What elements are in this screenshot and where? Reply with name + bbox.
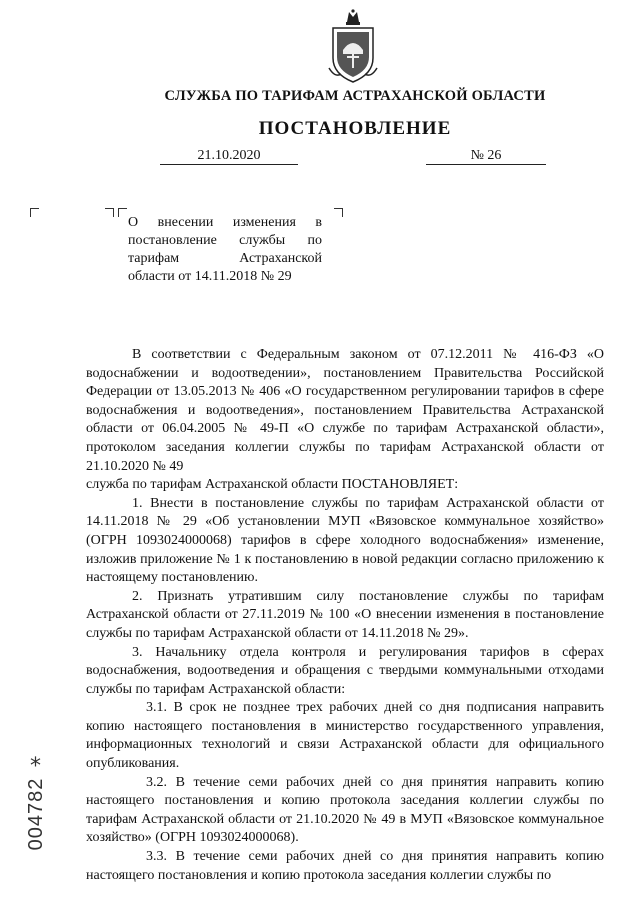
corner-mark [118, 208, 127, 217]
subject-line: О внесении изменения в [128, 215, 322, 230]
clause-3-2: 3.2. В течение семи рабочих дней со дня принятия направить копию настоящего постановления и копию протокола заседания коллегии службы по тарифам Астраханской области от 21.10.2020 № 49 в МУП «Вязовское коммунальное хозяйство» (ОГРН 1093024000068). [86, 774, 604, 846]
subject-line: постановление службы по [128, 233, 322, 248]
corner-mark [105, 208, 114, 217]
document-date: 21.10.2020 [160, 148, 298, 165]
document-type-title: ПОСТАНОВЛЕНИЕ [258, 118, 452, 139]
stamp-serial-number: 004782 [25, 777, 47, 851]
stamp-star-mark: * [30, 754, 41, 779]
clause-2: 2. Признать утратившим силу постановление службы по тарифам Астраханской области от 27.11.2019 № 100 «О внесении изменения в постановление службы по тарифам Астраханской области от 14.11.2018 № 29». [86, 588, 604, 641]
resolves-line: служба по тарифам Астраханской области ПОСТАНОВЛЯЕТ: [86, 477, 459, 493]
document-number: № 26 [426, 148, 546, 165]
clause-3-1: 3.1. В срок не позднее трех рабочих дней со дня подписания направить копию настоящего постановления в министерство государственного управления, информационных технологий и связи Астраханской области для официального опубликования. [86, 700, 604, 772]
corner-mark [30, 208, 39, 217]
clause-1: 1. Внести в постановление службы по тарифам Астраханской области от 14.11.2018 № 29 «Об установлении МУП «Вязовское коммунальное хозяйство» (ОГРН 1093024000068) тарифов в сфере холодного водоснабжения» изменение, изложив приложение № 1 к постановлению в новой редакции согласно приложению к настоящему постановлению. [86, 495, 604, 586]
clause-3-3: 3.3. В течение семи рабочих дней со дня принятия направить копию настоящего постановления и копию протокола заседания коллегии службы по [86, 849, 604, 883]
document-body [86, 346, 604, 885]
subject-line: тарифам Астраханской [128, 251, 322, 266]
preamble-paragraph: В соответствии с Федеральным законом от 07.12.2011 № 416-ФЗ «О водоснабжении и водоотведении», постановлением Правительства Российской Федерации от 13.05.2013 № 406 «О государственном регулировании тарифов в сфере водоснабжения и водоотведения», постановлением Правительства Астраханской области от 06.04.2005 № 49-П «О службе по тарифам Астраханской области», протоколом заседания коллегии службы по тарифам Астраханской области от 21.10.2020 № 49 [86, 347, 604, 474]
coat-of-arms-icon [327, 8, 379, 86]
document-subject [128, 214, 322, 286]
subject-line: области от 14.11.2018 № 29 [128, 269, 292, 284]
corner-mark [334, 208, 343, 217]
organization-title: СЛУЖБА ПО ТАРИФАМ АСТРАХАНСКОЙ ОБЛАСТИ [164, 88, 546, 104]
clause-3: 3. Начальнику отдела контроля и регулирования тарифов в сферах водоснабжения, водоотведения и обращения с твердыми коммунальными отходами службы по тарифам Астраханской области: [86, 644, 604, 697]
serial-stamp [22, 754, 52, 870]
